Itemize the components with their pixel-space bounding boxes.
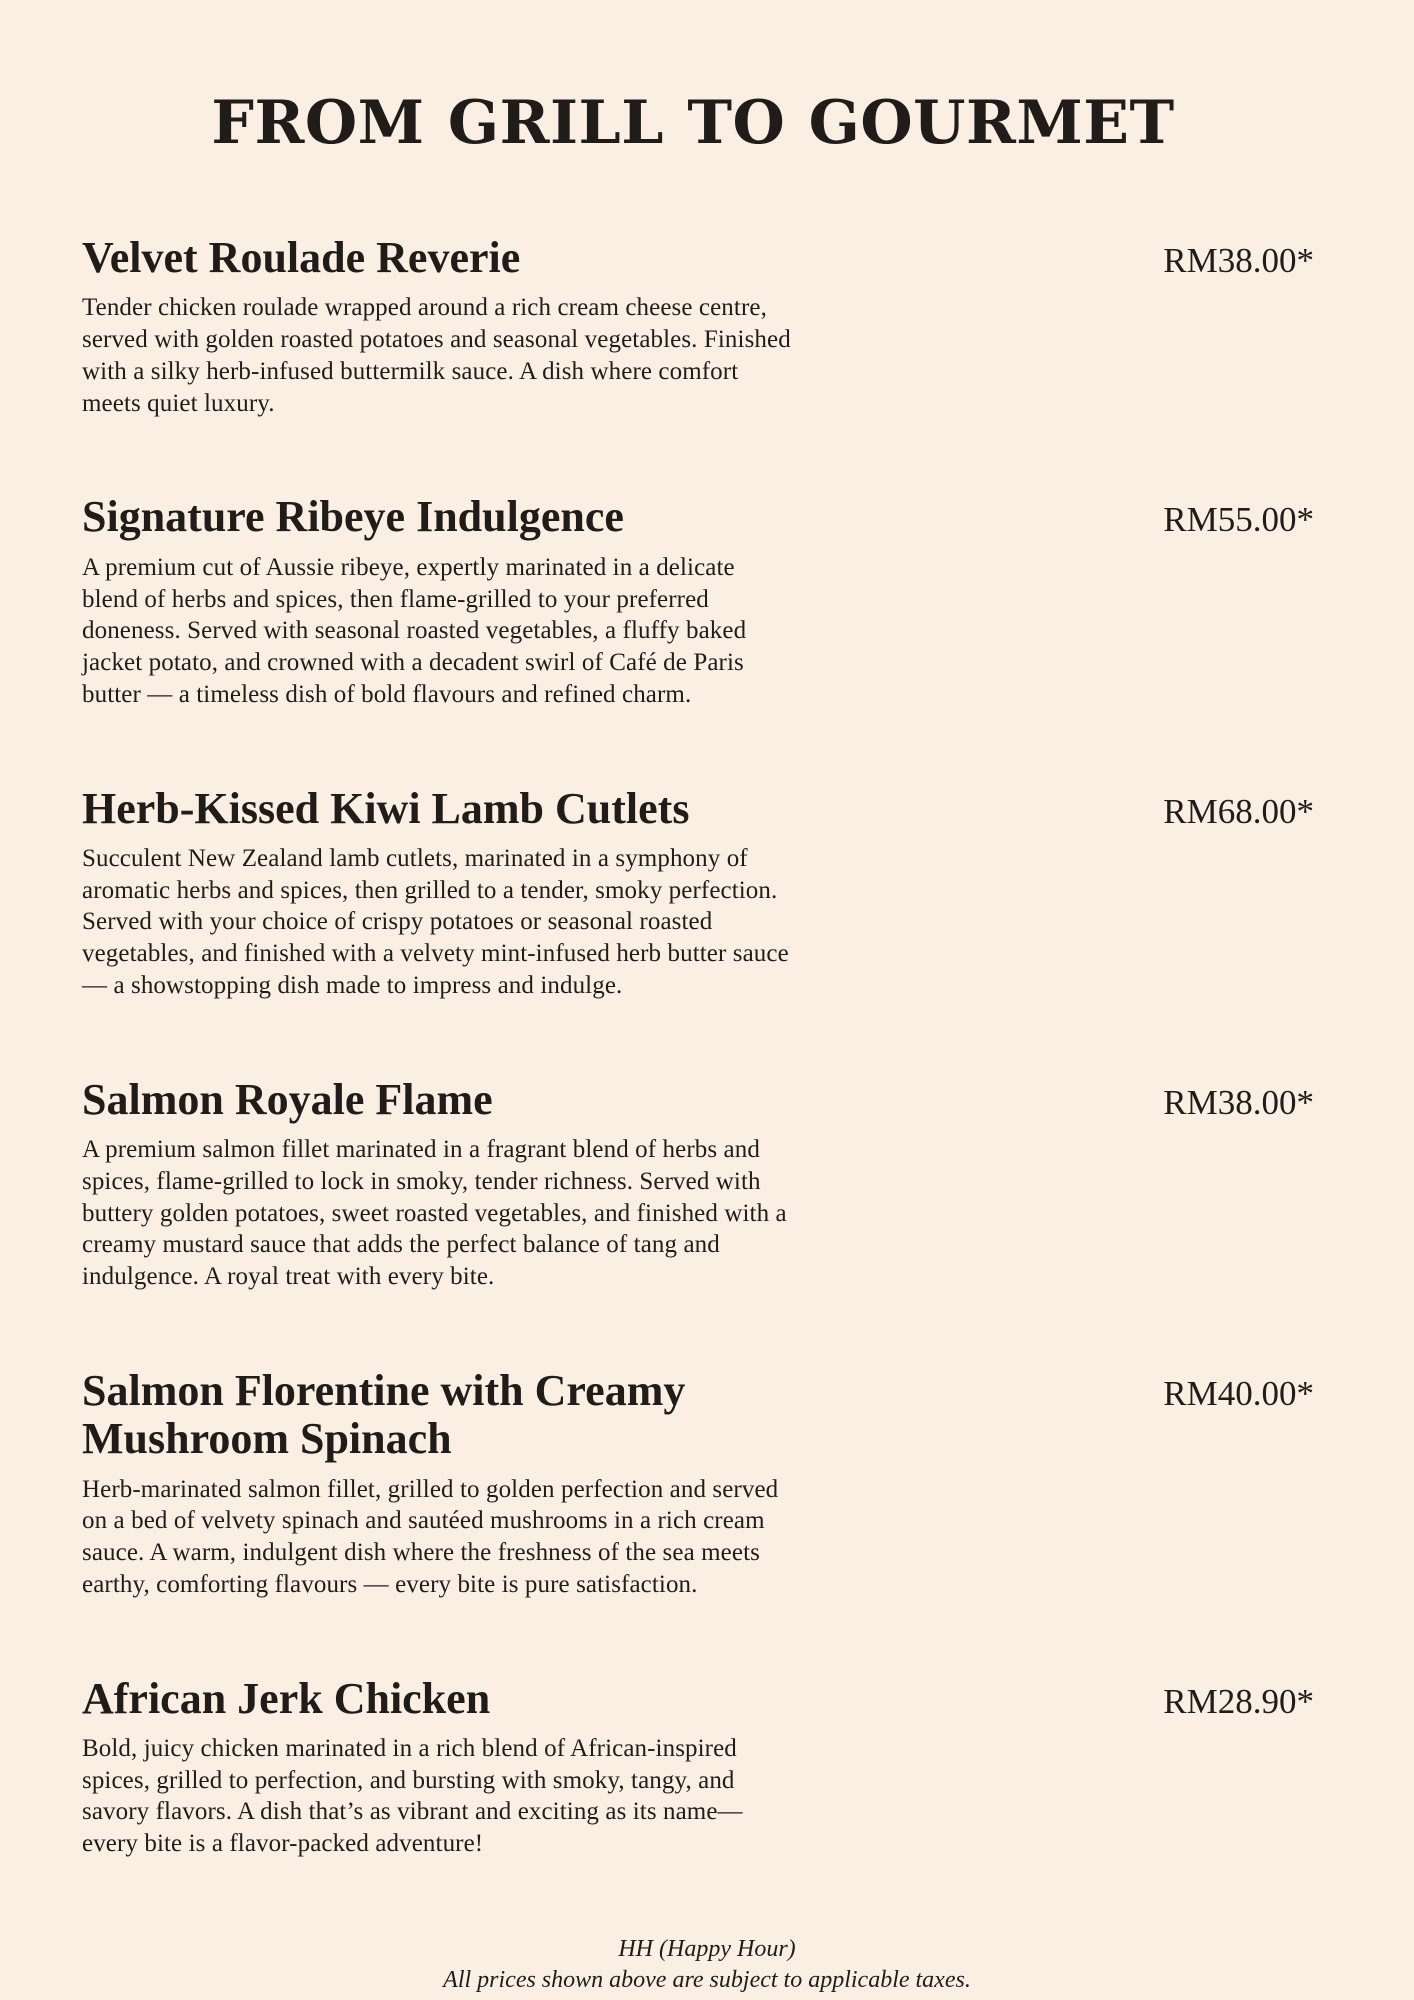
footer-taxes-note: All prices shown above are subject to applicable taxes.	[443, 1967, 971, 1994]
dish-description: A premium cut of Aussie ribeye, expertly marinated in a delicate blend of herbs and spices, then flame-grilled to your preferred doneness. Served with seasonal roasted vegetables, a fluffy baked jacket potato, and crowned with a decadent swirl of Café de Paris butter — a timeless dish of bold flavours and refined charm.	[82, 553, 747, 708]
menu-item-text	[82, 493, 797, 710]
footer-happy-hour-note: HH (Happy Hour)	[618, 1935, 796, 1962]
dish-price: RM40.00*	[1163, 1373, 1314, 1413]
menu-item	[82, 1076, 1314, 1293]
dish-name: Salmon Royale Flame	[82, 1074, 493, 1124]
dish-price: RM38.00*	[1163, 1082, 1314, 1122]
dish-name: African Jerk Chicken	[82, 1673, 491, 1723]
menu-item	[82, 785, 1314, 1002]
page-title: FROM GRILL TO GOURMET	[211, 88, 1175, 158]
menu-item	[82, 493, 1314, 710]
dish-name: Velvet Roulade Reverie	[82, 233, 521, 282]
dish-name: Signature Ribeye Indulgence	[82, 492, 624, 542]
menu-item-text	[82, 1367, 797, 1601]
dish-price: RM38.00*	[1163, 241, 1314, 280]
dish-description: Succulent New Zealand lamb cutlets, marinated in a symphony of aromatic herbs and spices, then grilled to a tender, smoky perfection. Served with your choice of crispy potatoes or seasonal roasted vegetables, and finished with a velvety mint-infused herb butter sauce — a showstopping dish made to impress and indulge.	[82, 844, 789, 999]
menu-item-text	[82, 234, 797, 419]
menu-item	[82, 1367, 1314, 1601]
dish-name: Salmon Florentine with Creamy Mushroom Spinach	[82, 1365, 686, 1464]
dish-description: Bold, juicy chicken marinated in a rich blend of African-inspired spices, grilled to perfection, and bursting with smoky, tangy, and savory flavors. A dish that’s as vibrant and exciting as its name—every bite is a flavor-packed adventure!	[82, 1734, 743, 1858]
dish-description: Herb-marinated salmon fillet, grilled to golden perfection and served on a bed of velvety spinach and sautéed mushrooms in a rich cream sauce. A warm, indulgent dish where the freshness of the sea meets earthy, comforting flavours — every bite is pure satisfaction.	[82, 1475, 779, 1598]
footer	[82, 1934, 1332, 1996]
dish-name: Herb-Kissed Kiwi Lamb Cutlets	[82, 783, 690, 833]
dish-description: A premium salmon fillet marinated in a fragrant blend of herbs and spices, flame-grilled to lock in smoky, tender richness. Served with buttery golden potatoes, sweet roasted vegetables, and finished with a creamy mustard sauce that adds the perfect balance of tang and indulgence. A royal treat with every bite.	[82, 1136, 787, 1291]
menu-item-text	[82, 1076, 797, 1293]
dish-price: RM68.00*	[1163, 791, 1314, 831]
menu-item	[82, 1675, 1314, 1860]
menu-item-text	[82, 1675, 797, 1860]
dish-description: Tender chicken roulade wrapped around a rich cream cheese centre, served with golden roasted potatoes and seasonal vegetables. Finished with a silky herb-infused buttermilk sauce. A dish where comfort meets quiet luxury.	[82, 294, 791, 417]
dish-price: RM28.90*	[1163, 1681, 1314, 1721]
menu-item-text	[82, 785, 797, 1002]
menu-item	[82, 234, 1314, 419]
menu-section	[82, 234, 1314, 1934]
dish-price: RM55.00*	[1163, 500, 1314, 540]
